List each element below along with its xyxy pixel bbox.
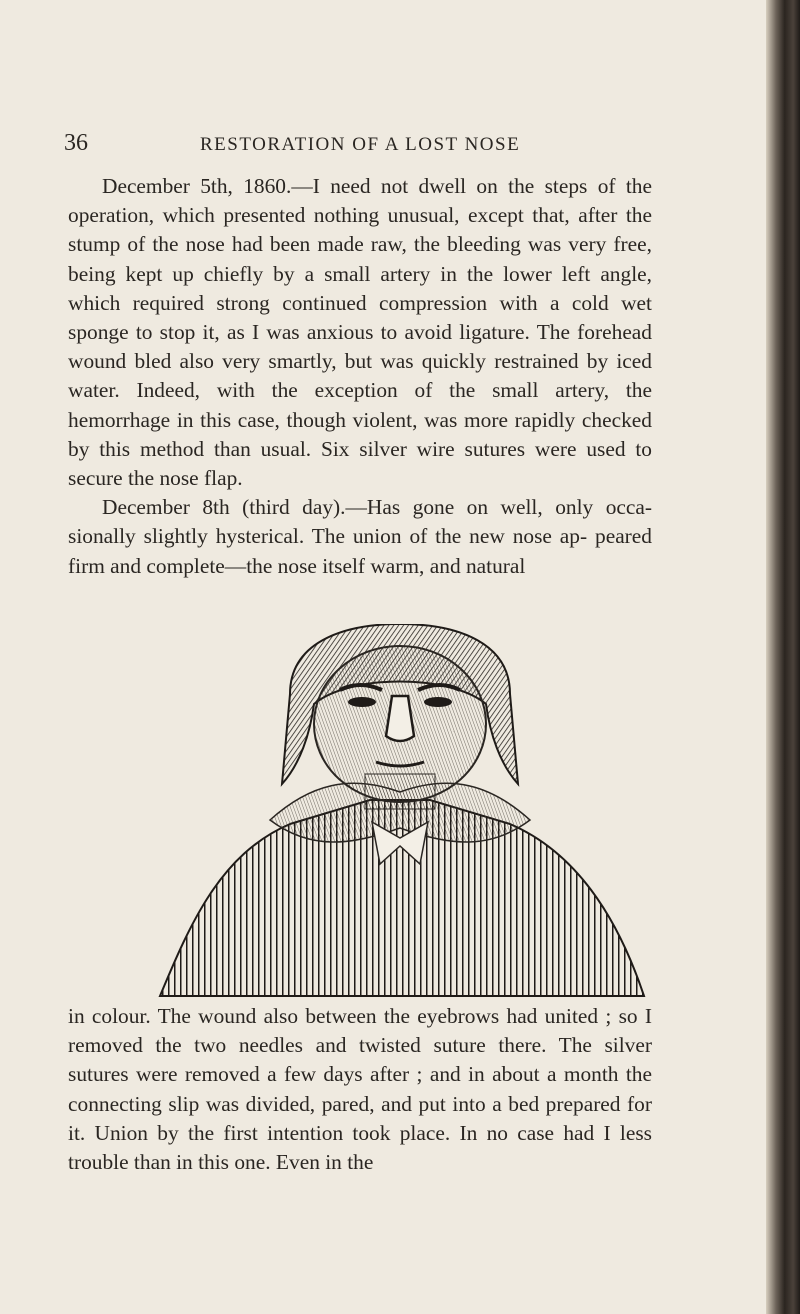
body-text-top — [68, 172, 652, 581]
running-head: RESTORATION OF A LOST NOSE — [200, 134, 521, 155]
paragraph-december-8th: December 8th (third day).—Has gone on well, only occa- sionally slightly hysterical. The union of the new nose ap- peared firm and complete—the nose itself warm, and natural — [68, 495, 652, 578]
book-page-edge — [766, 0, 800, 1314]
patient-portrait-engraving — [150, 624, 650, 1006]
page-number: 36 — [64, 130, 88, 156]
paragraph-continuation: in colour. The wound also between the eyebrows had united ; so I removed the two needles and twisted suture there. The silver sutures were removed a few days after ; and in about a month the connecting slip was divided, pared, and put into a bed prepared for it. Union by the first intention took place. In no case had I less trouble than in this one. Even in the — [68, 1004, 652, 1175]
paragraph-december-5th: December 5th, 1860.—I need not dwell on the steps of the operation, which presented nothing unusual, except that, after the stump of the nose had been made raw, the bleeding was very free, being kept up chiefly by a small artery in the lower left angle, which required strong continued compression with a cold wet sponge to stop it, as I was anxious to avoid ligature. The forehead wound bled also very smartly, but was quickly restrained by iced water. Indeed, with the exception of the small artery, the hemorrhage in this case, though violent, was more rapidly checked by this method than usual. Six silver wire sutures were used to secure the nose flap. — [68, 174, 652, 491]
body-text-bottom — [68, 1002, 652, 1177]
